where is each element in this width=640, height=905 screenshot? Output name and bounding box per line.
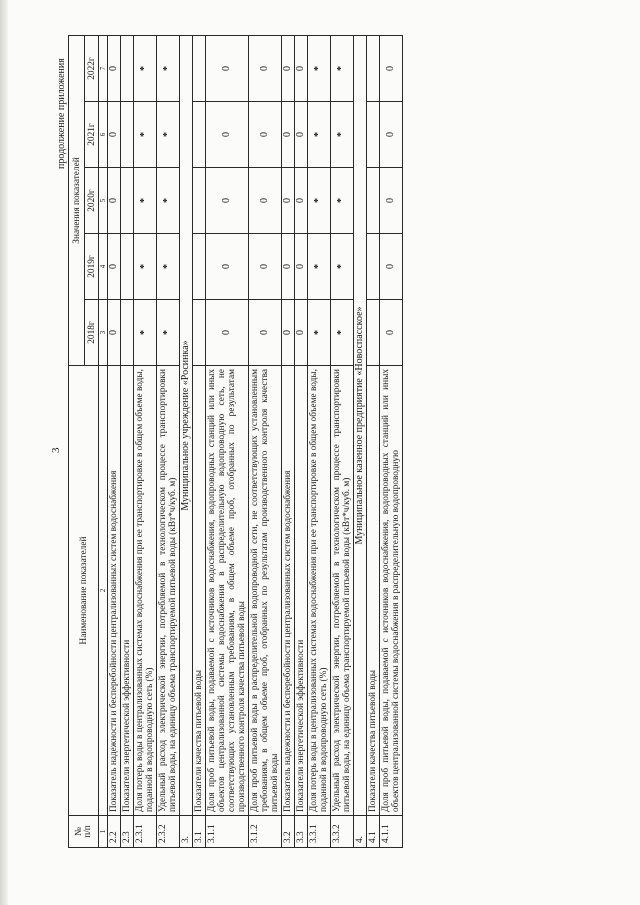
value-cell: * [331, 102, 354, 168]
value-cell: * [134, 36, 157, 102]
value-cell: 0 [282, 234, 295, 300]
value-cell: 0 [380, 234, 403, 300]
value-cell: 0 [206, 36, 249, 102]
indicator-name: Показатели качества питьевой воды [193, 366, 206, 816]
table-row [249, 36, 282, 848]
value-cell: 0 [295, 300, 308, 366]
indicator-name: Доля потерь воды в централизованных системах водоснабжения при ее транспортировке в общем объеме воды, поданной в водопроводную сеть (%) [134, 366, 157, 816]
value-cell [193, 234, 206, 300]
indicator-name: Показатель надежности и бесперебойности централизованных систем водоснабжения [108, 366, 121, 816]
value-cell: * [308, 300, 331, 366]
value-cell: * [331, 36, 354, 102]
indicator-name: Доля проб питьевой воды в распределительной водопроводной сети, не соответствующих установленным требованиям, в общем объеме проб, отобранных по результатам производственного контроля качества питьевой воды [249, 366, 282, 816]
value-cell: 0 [108, 102, 121, 168]
value-cell [193, 168, 206, 234]
value-cell: 0 [380, 102, 403, 168]
indicator-name: Показатели энергетической эффективности [121, 366, 134, 816]
value-cell [193, 102, 206, 168]
value-cell: * [308, 168, 331, 234]
row-number: 2.2 [108, 816, 121, 848]
indicator-name: Доля проб питьевой воды, подаваемой с источников водоснабжения, водопроводных станций или иных объектов централизованной системы водоснабжения в распределительную водопроводную сеть, не соответствующих установленным требованиям, в общем объеме проб, отобранных по результатам производственного контроля качества питьевой воды [206, 366, 249, 816]
section-row [354, 36, 367, 848]
indicators-table [68, 35, 403, 848]
value-cell [367, 300, 380, 366]
value-cell: 0 [108, 300, 121, 366]
header-num: № п/п [69, 816, 99, 848]
page-number: 3 [50, 447, 62, 453]
indicator-name: Показатель надежности и бесперебойности централизованных систем водоснабжения [282, 366, 295, 816]
row-number: 3.3 [295, 816, 308, 848]
table-row [193, 36, 206, 848]
row-number: 4.1.1 [380, 816, 403, 848]
value-cell: * [134, 102, 157, 168]
value-cell [193, 300, 206, 366]
section-title: Муниципальное учреждение «Росинка» [180, 36, 193, 816]
value-cell: * [331, 168, 354, 234]
value-cell [121, 234, 134, 300]
indicator-name: Удельный расход электрической энергии, потребляемой в технологическом процессе транспортировки питьевой воды, на единицу объема транспортируемой питьевой воды (кВт*ч/куб. м) [331, 366, 354, 816]
index-row [99, 36, 108, 848]
value-cell [121, 168, 134, 234]
value-cell: * [157, 168, 180, 234]
table-row [367, 36, 380, 848]
table-row [134, 36, 157, 848]
row-number: 2.3.1 [134, 816, 157, 848]
header-year: 2018г [85, 300, 99, 366]
index-cell: 6 [99, 102, 108, 168]
value-cell: 0 [249, 36, 282, 102]
table-row [206, 36, 249, 848]
row-number: 2.3 [121, 816, 134, 848]
value-cell: 0 [206, 168, 249, 234]
value-cell [367, 168, 380, 234]
row-number: 3. [180, 816, 193, 848]
row-number: 4. [354, 816, 367, 848]
value-cell: 0 [295, 234, 308, 300]
value-cell: * [134, 168, 157, 234]
row-number: 3.2 [282, 816, 295, 848]
header-year: 2021г [85, 102, 99, 168]
value-cell: 0 [295, 36, 308, 102]
value-cell: * [134, 300, 157, 366]
value-cell: 0 [380, 168, 403, 234]
value-cell: 0 [249, 102, 282, 168]
value-cell: 0 [249, 234, 282, 300]
header-year: 2022г [85, 36, 99, 102]
indicator-name: Доля потерь воды в централизованных системах водоснабжения при ее транспортировке в общем объеме воды, поданной в водопроводную сеть (%) [308, 366, 331, 816]
row-number: 3.1 [193, 816, 206, 848]
table-row [121, 36, 134, 848]
section-title: Муниципальное казенное предприятие «Новоспасское» [354, 36, 367, 816]
row-number: 2.3.2 [157, 816, 180, 848]
value-cell: * [157, 300, 180, 366]
value-cell: 0 [380, 36, 403, 102]
value-cell: 0 [282, 300, 295, 366]
row-number: 3.3.2 [331, 816, 354, 848]
value-cell [121, 102, 134, 168]
value-cell [121, 36, 134, 102]
table-row [308, 36, 331, 848]
value-cell: 0 [295, 102, 308, 168]
value-cell: 0 [282, 102, 295, 168]
indicator-name: Показатели энергетической эффективности [295, 366, 308, 816]
value-cell: 0 [206, 234, 249, 300]
value-cell: * [308, 102, 331, 168]
value-cell: * [157, 102, 180, 168]
value-cell: 0 [249, 168, 282, 234]
value-cell: 0 [282, 168, 295, 234]
table-row [331, 36, 354, 848]
value-cell: 0 [249, 300, 282, 366]
table-row [295, 36, 308, 848]
header-name: Наименование показателей [69, 366, 99, 816]
value-cell: * [157, 234, 180, 300]
table-row [380, 36, 403, 848]
table-row [157, 36, 180, 848]
table-row [282, 36, 295, 848]
value-cell [367, 102, 380, 168]
header-year: 2019г [85, 234, 99, 300]
row-number: 3.3.1 [308, 816, 331, 848]
table-row [108, 36, 121, 848]
continuation-note: продолжение приложения [56, 58, 67, 169]
value-cell: 0 [295, 168, 308, 234]
header-row [69, 36, 85, 848]
value-cell [121, 300, 134, 366]
value-cell: 0 [380, 300, 403, 366]
value-cell [367, 36, 380, 102]
value-cell: 0 [108, 234, 121, 300]
value-cell [193, 36, 206, 102]
value-cell: * [308, 234, 331, 300]
index-cell: 1 [99, 816, 108, 848]
indicator-name: Доля проб питьевой воды, подаваемой с источников водоснабжения, водопроводных станций или иных объектов централизованной системы водоснабжения в распределительную водопроводную [380, 366, 403, 816]
value-cell: * [331, 234, 354, 300]
row-number: 4.1 [367, 816, 380, 848]
header-values-group: Значения показателей [69, 36, 85, 366]
value-cell: * [331, 300, 354, 366]
value-cell [367, 234, 380, 300]
value-cell: 0 [282, 36, 295, 102]
index-cell: 5 [99, 168, 108, 234]
value-cell: * [157, 36, 180, 102]
index-cell: 4 [99, 234, 108, 300]
index-cell: 7 [99, 36, 108, 102]
section-row [180, 36, 193, 848]
value-cell: * [308, 36, 331, 102]
row-number: 3.1.1 [206, 816, 249, 848]
index-cell: 3 [99, 300, 108, 366]
index-cell: 2 [99, 366, 108, 816]
value-cell: 0 [206, 300, 249, 366]
row-number: 3.1.2 [249, 816, 282, 848]
value-cell: 0 [108, 168, 121, 234]
indicator-name: Показатели качества питьевой воды [367, 366, 380, 816]
value-cell: 0 [108, 36, 121, 102]
table-body [69, 36, 403, 848]
value-cell: 0 [206, 102, 249, 168]
indicator-name: Удельный расход электрической энергии, потребляемой в технологическом процессе транспортировки питьевой воды, на единицу объема транспортируемой питьевой воды (кВт*ч/куб. м) [157, 366, 180, 816]
value-cell: * [134, 234, 157, 300]
header-year: 2020г [85, 168, 99, 234]
